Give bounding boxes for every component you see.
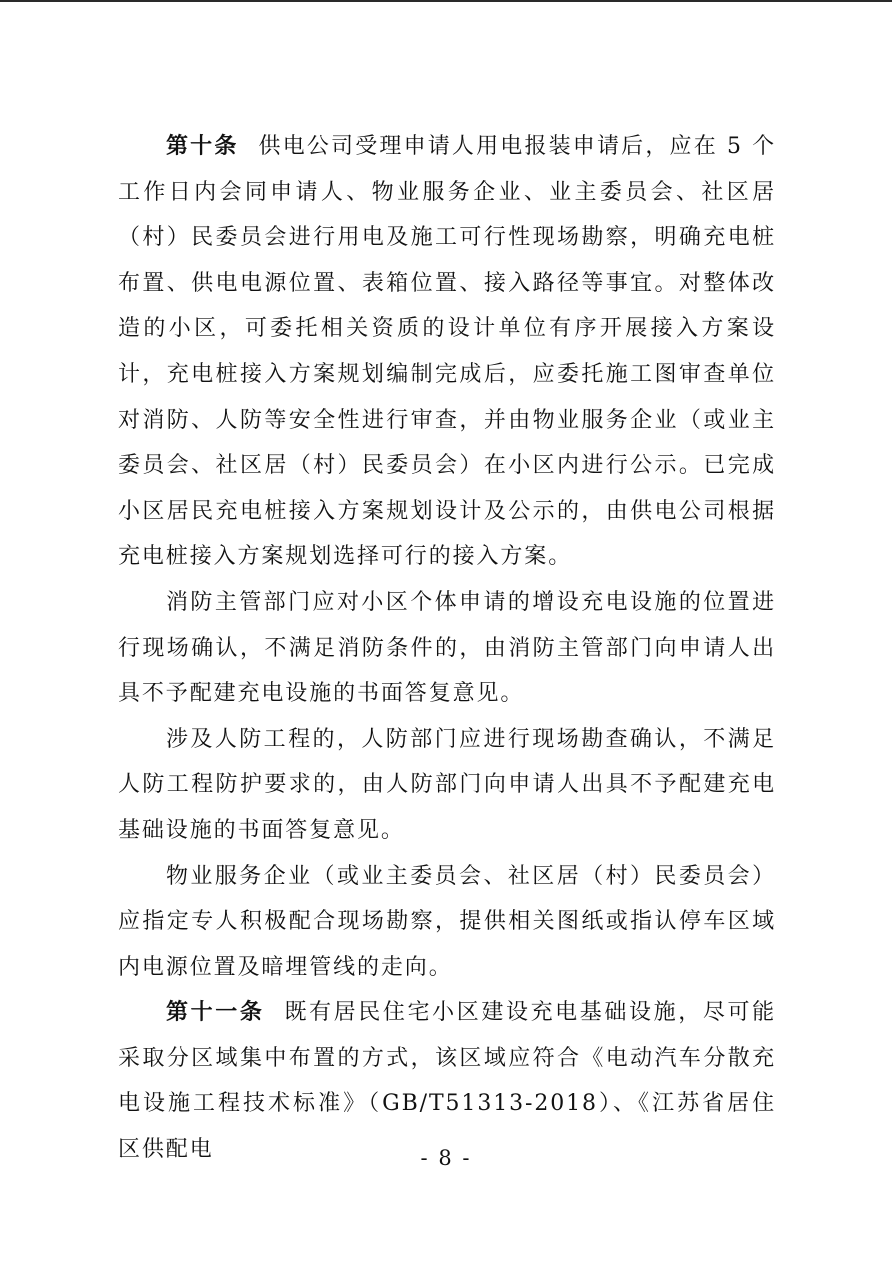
property-management-paragraph: 物业服务企业（或业主委员会、社区居（村）民委员会）应指定专人积极配合现场勘察，提供相关图纸或指认停车区域内电源位置及暗埋管线的走向。 <box>118 863 776 980</box>
article-10-text: 供电公司受理申请人用电报装申请后，应在 5 个工作日内会同申请人、物业服务企业、业主委员会、社区居（村）民委员会进行用电及施工可行性现场勘察，明确充电桩布置、供电电源位置、表箱位置、接入路径等事宜。对整体改造的小区，可委托相关资质的设计单位有序开展接入方案设计，充电桩接入方案规划编制完成后，应委托施工图审查单位对消防、人防等安全性进行审查，并由物业服务企业（或业主委员会、社区居（村）民委员会）在小区内进行公示。已完成小区居民充电桩接入方案规划设计及公示的，由供电公司根据充电桩接入方案规划选择可行的接入方案。 <box>118 134 776 570</box>
document-body <box>118 124 776 1173</box>
fire-department-paragraph: 消防主管部门应对小区个体申请的增设充电设施的位置进行现场确认，不满足消防条件的，由消防主管部门向申请人出具不予配建充电设施的书面答复意见。 <box>118 589 776 707</box>
article-10-paragraph <box>118 124 776 580</box>
civil-defense-paragraph: 涉及人防工程的，人防部门应进行现场勘查确认，不满足人防工程防护要求的，由人防部门向申请人出具不予配建充电基础设施的书面答复意见。 <box>118 726 776 843</box>
top-border-rule <box>0 0 892 2</box>
page-number: - 8 - <box>420 1146 472 1170</box>
article-11-heading: 第十一条 <box>166 999 265 1026</box>
article-10-heading: 第十条 <box>166 133 239 159</box>
article-11-text: 既有居民住宅小区建设充电基础设施，尽可能采取分区域集中布置的方式，该区域应符合《电动汽车分散充电设施工程技术标准》（GB/T51313-2018）、《江苏省居住区供配电 <box>118 1000 776 1163</box>
